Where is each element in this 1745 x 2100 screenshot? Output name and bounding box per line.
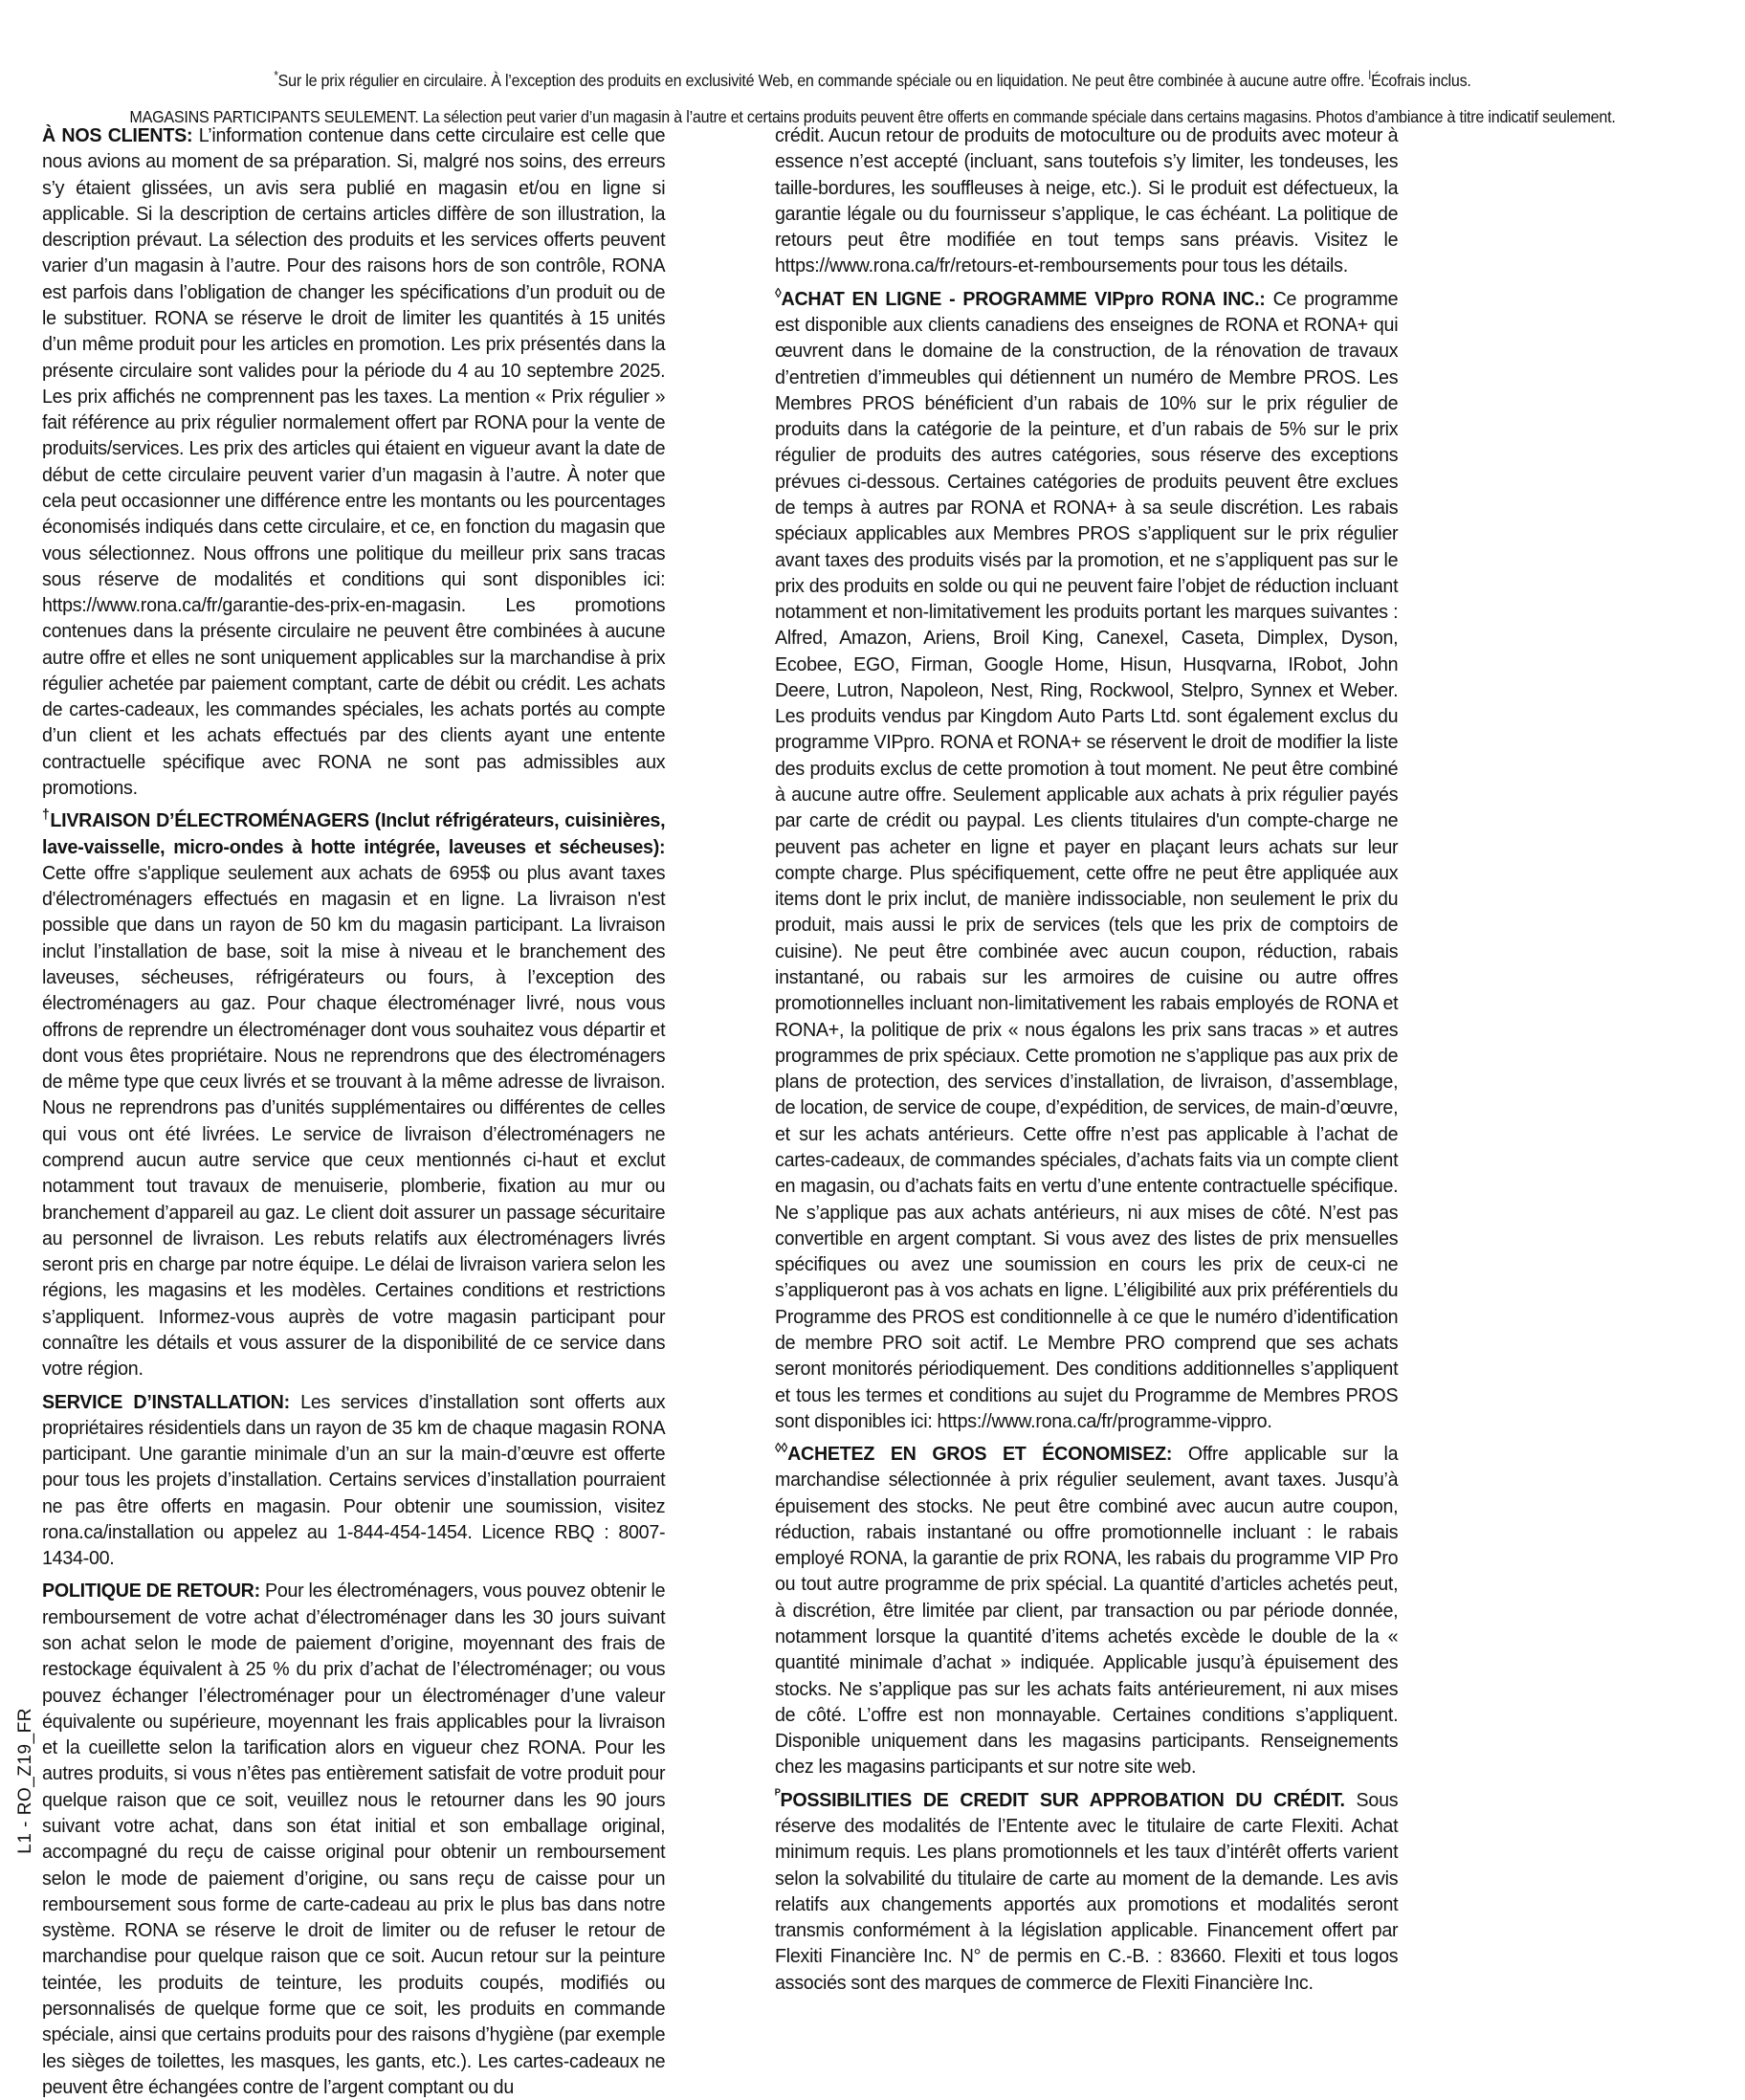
footnote-asterisk-text: Sur le prix régulier en circulaire. À l’exception des produits en exclusivité Web, en commande spéciale ou en liquidation. Ne peut être combinée à aucune autre offre.: [277, 71, 1369, 90]
right-column: [775, 122, 1427, 2100]
section-politique-de-retour: [42, 1578, 665, 2100]
section-separator: :: [254, 1580, 265, 1603]
section-marker: ◊: [775, 285, 782, 301]
participating-stores-line: MAGASINS PARTICIPANTS SEULEMENT. La sélection peut varier d’un magasin à l’autre et certains produits peuvent être offerts en commande spéciale dans certains magasins. Photos d’ambiance à titre indicatif seulement.: [129, 107, 1616, 127]
section-a-nos-clients: [42, 122, 665, 801]
section-separator: :: [659, 835, 666, 858]
terms-columns: [42, 122, 1707, 2100]
footnote-asterisk-line: [105, 69, 1640, 93]
ecofrais-marker: ǀ: [1368, 69, 1372, 83]
left-column: [42, 122, 695, 2100]
section-marker: ᴾ: [775, 1786, 781, 1802]
section-heading: POLITIQUE DE RETOUR: [42, 1580, 254, 1603]
section-separator: :: [1259, 287, 1273, 310]
section-marker: ◊◊: [775, 1441, 788, 1457]
section-body: Offre applicable sur la marchandise sélectionnée à prix régulier seulement, avant taxes. Jusqu’à épuisement des stocks. Ne peut être combiné avec aucun autre coupon, réduction, rabais instantané ou offre promotionnelle incluant : le rabais employé RONA, la garantie de prix RONA, les rabais du programme VIP Pro ou tout autre programme de prix spécial. La quantité d’articles achetés peut, à discrétion, être limitée par client, par transaction ou par période donnée, notamment lorsque la quantité d’items achetés excède le double de la « quantité minimale d’achat » indiquée. Applicable jusqu’à épuisement des stocks. Ne s’applique pas sur les achats faits antérieurement, ni aux mises de côté. L’offre est non monnayable. Certaines conditions s’appliquent. Disponible uniquement dans les magasins participants. Renseignements chez les magasins participants et sur notre site web.: [775, 1443, 1399, 1779]
section-separator: [1345, 1789, 1357, 1811]
section-body: Sous réserve des modalités de l’Entente avec le titulaire de carte Flexiti. Achat minimum requis. Les plans promotionnels et les taux d’intérêt offerts varient selon la solvabilité du titulaire de carte au moment de la demande. Les avis relatifs aux changements apportés aux promotions et modalités seront transmis conformément à la législation applicable. Financement offert par Flexiti Financière Inc. N° de permis en C.-B. : 83660. Flexiti et tous logos associés sont des marques de commerce de Flexiti Financière Inc.: [775, 1788, 1399, 1994]
asterisk-marker: *: [274, 69, 278, 83]
section-body: Pour les électroménagers, vous pouvez obtenir le remboursement de votre achat d’électroménager dans les 30 jours suivant son achat selon le mode de paiement d’origine, moyennant des frais de restockage équivalent à 25 % du prix d’achat de l’électroménager; ou vous pouvez échanger l’électroménager pour un électroménager d’une valeur équivalente ou supérieure, moyennant les frais applicables pour la livraison et la cueillette selon la tarification alors en vigueur chez RONA. Pour les autres produits, si vous n’êtes pas entièrement satisfait de votre produit pour quelque raison que ce soit, veuillez nous le retourner dans les 90 jours suivant votre achat, dans son état initial et son emballage original, accompagné du reçu de caisse original pour obtenir un remboursement selon le mode de paiement d’origine, ou sans reçu de caisse pour un remboursement sous forme de carte-cadeau au prix le plus bas dans notre système. RONA se réserve le droit de limiter ou de refuser le retour de marchandise pour quelque raison que ce soit. Aucun retour sur la peinture teintée, les produits de teinture, les produits coupés, modifiés ou personnalisés de quelque forme que ce soit, les produits en commande spéciale, ainsi que certains produits pour des raisons d’hygiène (par exemple les sièges de toilettes, les masques, les gants, etc.). Les cartes-cadeaux ne peuvent être échangées contre de l’argent comptant ou du: [42, 1580, 666, 2098]
section-achetez-en-gros: [775, 1441, 1398, 1780]
section-body: crédit. Aucun retour de produits de motoculture ou de produits avec moteur à essence n’est accepté (incluant, sans toutefois s’y limiter, les tondeuses, les taille-bordures, les souffleuses à neige, etc.). Si le produit est défectueux, la garantie légale ou du fournisseur s’applique, le cas échéant. La politique de retours peut être modifiée en tout temps sans préavis. Visitez le https://www.rona.ca/fr/retours-et-remboursements pour tous les détails.: [775, 124, 1399, 277]
section-possibilites-de-credit: [775, 1787, 1398, 1996]
section-heading: LIVRAISON D’ÉLECTROMÉNAGERS (Inclut réfrigérateurs, cuisinières, lave-vaisselle, micro-ondes à hotte intégrée, laveuses et sécheuses): [42, 809, 666, 858]
section-marker: †: [42, 807, 51, 824]
section-separator: :: [186, 124, 199, 146]
section-heading: POSSIBILITIES DE CREDIT SUR APPROBATION DU CRÉDIT.: [780, 1788, 1345, 1811]
section-achat-en-ligne-vippro: [775, 286, 1398, 1434]
section-body: Les services d’installation sont offerts aux propriétaires résidentiels dans un rayon de 35 km de chaque magasin RONA participant. Une garantie minimale d’un an sur la main-d’œuvre est offerte pour tous les projets d’installation. Certains services d’installation pourraient ne pas être offerts en magasin. Pour obtenir une soumission, visitez rona.ca/installation ou appelez au 1-844-454-1454. Licence RBQ : 8007-1434-00.: [42, 1390, 666, 1570]
section-body: Cette offre s'applique seulement aux achats de 695$ ou plus avant taxes d'électroménagers effectués en magasin et en ligne. La livraison n'est possible que dans un rayon de 50 km du magasin participant. La livraison inclut l’installation de base, soit la mise à niveau et le branchement des laveuses, sécheuses, réfrigérateurs ou fours, à l’exception des électroménagers au gaz. Pour chaque électroménager livré, nous vous offrons de reprendre un électroménager dont vous souhaitez vous départir et dont vous êtes propriétaire. Nous ne reprendrons que des électroménagers de même type que ceux livrés et se trouvant à la même adresse de livraison. Nous ne reprendrons pas d’unités supplémentaires ou différentes de celles qui vous ont été livrées. Le service de livraison d’électroménagers ne comprend aucun autre service que ceux mentionnés ci-haut et exclut notamment tout travaux de menuiserie, plomberie, fixation au mur ou branchement d’appareil au gaz. Le client doit assurer un passage sécuritaire au personnel de livraison. Les rebuts relatifs aux électroménagers livrés seront pris en charge par notre équipe. Le délai de livraison variera selon les régions, les magasins et les modèles. Certaines conditions et restrictions s’appliquent. Informez-vous auprès de votre magasin participant pour connaître les détails et vous assurer de la disponibilité de ce service dans votre région.: [42, 861, 666, 1381]
section-service-installation: [42, 1389, 665, 1572]
section-livraison-electromenagers: [42, 807, 665, 1382]
section-heading: SERVICE D’INSTALLATION: [42, 1390, 284, 1413]
section-heading: ACHETEZ EN GROS ET ÉCONOMISEZ: [787, 1443, 1166, 1466]
section-body: L’information contenue dans cette circulaire est celle que nous avions au moment de sa préparation. Si, malgré nos soins, des erreurs s’y étaient glissées, un avis sera publié en magasin et/ou en ligne si applicable. Si la description de certains articles diffère de son illustration, la description prévaut. La sélection des produits et les services offerts peuvent varier d’un magasin à l’autre. Pour des raisons hors de son contrôle, RONA est parfois dans l’obligation de changer les spécifications d’un produit ou de le substituer. RONA se réserve le droit de limiter les quantités à 15 unités d’un même produit pour les articles en promotion. Les prix présentés dans la présente circulaire sont valides pour la période du 4 au 10 septembre 2025. Les prix affichés ne comprennent pas les taxes. La mention « Prix régulier » fait référence au prix régulier normalement offert par RONA pour la vente de produits/services. Les prix des articles qui étaient en vigueur avant la date de début de cette circulaire peuvent varier d’un magasin à l’autre. À noter que cela peut occasionner une différence entre les montants ou les pourcentages économisés indiqués dans cette circulaire, et ce, en fonction du magasin que vous sélectionnez. Nous offrons une politique du meilleur prix sans tracas sous réserve de modalités et conditions qui sont disponibles ici: https://www.rona.ca/fr/garantie-des-prix-en-magasin. Les promotions contenues dans la présente circulaire ne peuvent être combinées à aucune autre offre et elles ne sont uniquement applicables sur la marchandise à prix régulier achetée par paiement comptant, carte de débit ou crédit. Les achats de cartes-cadeaux, les commandes spéciales, les achats portés au compte d’un client et les achats effectués par des clients ayant une entente contractuelle spécifique avec RONA ne sont pas admissibles aux promotions.: [42, 124, 666, 800]
section-politique-retour-suite: [775, 122, 1398, 279]
ecofrais-text: Écofrais inclus.: [1371, 71, 1471, 90]
section-separator: :: [1165, 1443, 1188, 1466]
section-heading: À NOS CLIENTS: [42, 124, 187, 146]
section-heading: ACHAT EN LIGNE - PROGRAMME VIPpro RONA INC.: [781, 287, 1260, 310]
publication-code: L1 - RO_Z19_FR: [15, 1708, 35, 1854]
section-body: Ce programme est disponible aux clients canadiens des enseignes de RONA et RONA+ qui œuvrent dans le domaine de la construction, de la rénovation de travaux d’entretien d’immeubles qui détiennent un numéro de Membre PROS. Les Membres PROS bénéficient d’un rabais de 10% sur le prix régulier de produits dans la catégorie de la peinture, et d’un rabais de 5% sur le prix régulier de produits des autres catégories, sous réserve des exceptions prévues ci-dessous. Certaines catégories de produits peuvent être exclues de temps à autres par RONA et RONA+ à sa seule discrétion. Les rabais spéciaux applicables aux Membres PROS s’appliquent sur le prix régulier avant taxes des produits visés par la promotion, et ne s’appliquent pas sur le prix des produits en solde ou qui ne peuvent faire l’objet de réduction incluant notamment et non-limitativement les produits portant les marques suivantes : Alfred, Amazon, Ariens, Broil King, Canexel, Caseta, Dimplex, Dyson, Ecobee, EGO, Firman, Google Home, Hisun, Husqvarna, IRobot, John Deere, Lutron, Napoleon, Nest, Ring, Rockwool, Stelpro, Synnex et Weber. Les produits vendus par Kingdom Auto Parts Ltd. sont également exclus du programme VIPpro. RONA et RONA+ se réservent le droit de modifier la liste des produits exclus de cette promotion à tout moment. Ne peut être combiné à aucune autre offre. Seulement applicable aux achats à prix régulier payés par carte de crédit ou paypal. Les clients titulaires d'un compte-charge ne peuvent pas acheter en ligne et payer en plaçant leurs achats sur leur compte charge. Plus spécifiquement, cette offre ne peut être appliquée aux items dont le prix inclut, de manière indissociable, non seulement le prix du produit, mais aussi le prix de services (tels que les prix de comptoirs de cuisine). Ne peut être combinée avec aucun coupon, réduction, rabais instantané, ou rabais sur les armoires de cuisine ou autre offres promotionnelles incluant non-limitativement les rabais employés de RONA et RONA+, la politique de prix « nous égalons les prix sans tracas » et autres programmes de prix spéciaux. Cette promotion ne s’applique pas aux prix de plans de protection, des services d’installation, de livraison, d’assemblage, de location, de service de coupe, d’expédition, de services, de main-d’œuvre, et sur les achats antérieurs. Cette offre n’est pas applicable à l’achat de cartes-cadeaux, de commandes spéciales, d’achats faits via un compte client en magasin, ou d’achats faits en vertu d’une entente contractuelle spécifique. Ne s’applique pas aux achats antérieurs, ni aux mises de côté. N’est pas convertible en argent comptant. Si vous avez des listes de prix mensuelles spécifiques ou avez une soumission en cours les prix de ceux-ci ne s’appliqueront pas à vos achats en ligne. L’éligibilité aux prix préférentiels du Programme des PROS est conditionnelle à ce que le numéro d’identification de membre PRO soit actif. Le Membre PRO comprend que ses achats seront monitorés périodiquement. Des conditions additionnelles s’appliquent et tous les termes et conditions au sujet du Programme de Membres PROS sont disponibles ici: https://www.rona.ca/fr/programme-vippro.: [775, 287, 1399, 1432]
section-separator: :: [283, 1390, 301, 1413]
top-disclaimer-block: [38, 69, 1707, 130]
